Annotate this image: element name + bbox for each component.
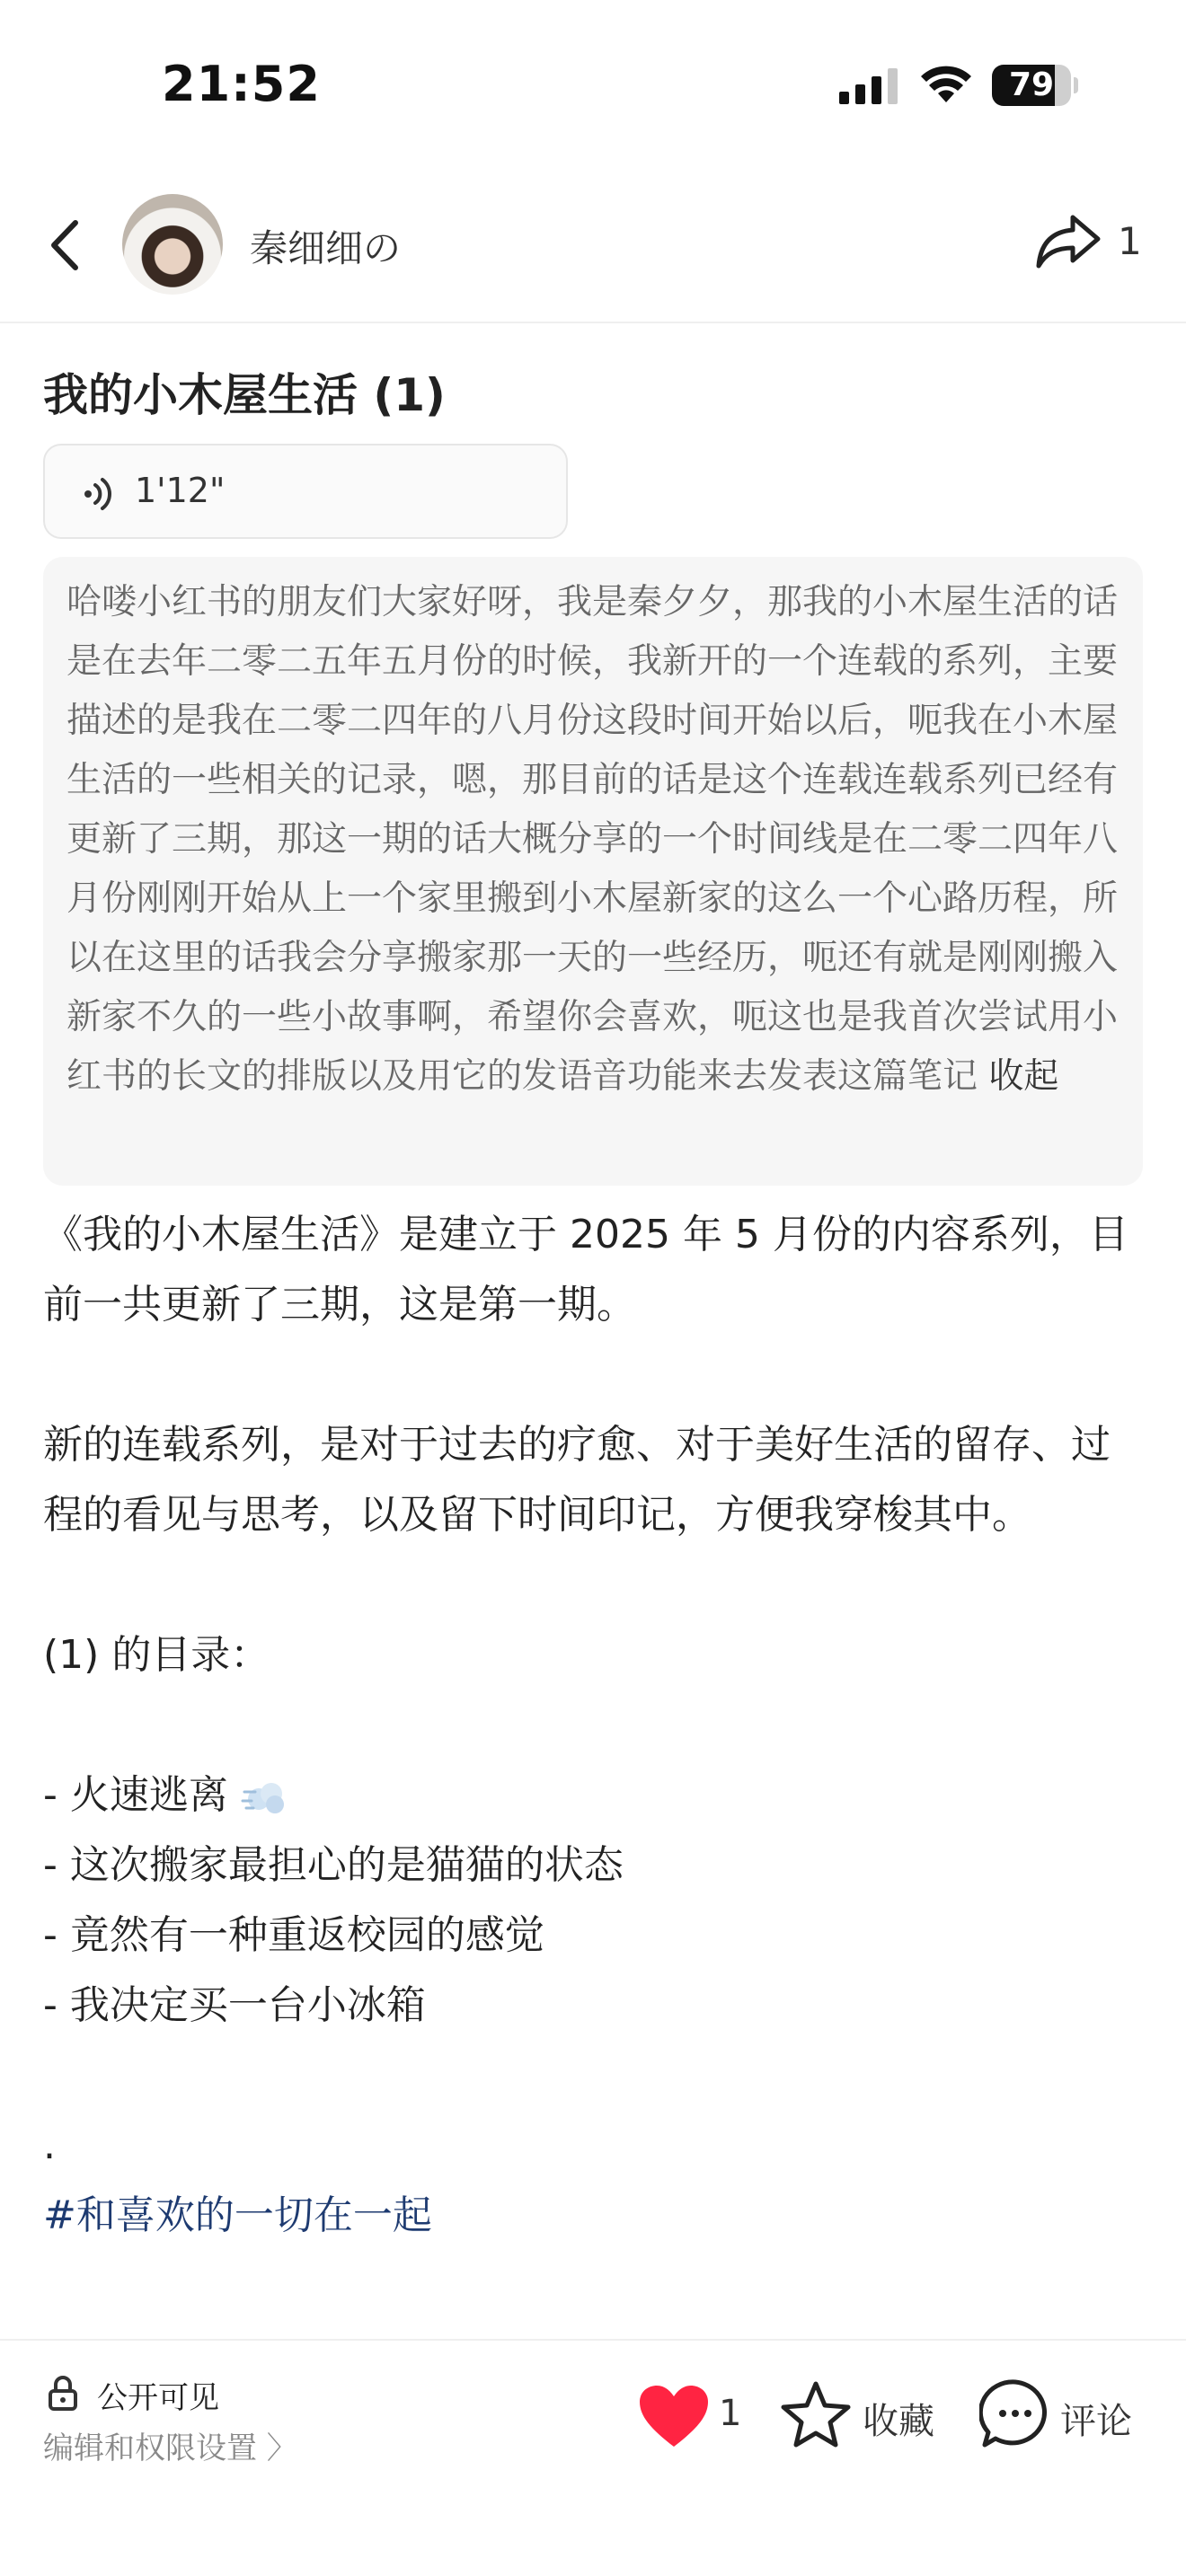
toc-item: - 我决定买一台小冰箱	[43, 1982, 426, 2028]
dash-smoke-emoji-icon	[241, 1778, 291, 1817]
visibility-label: 公开可见	[97, 2380, 219, 2416]
collect-button[interactable]: 收藏	[863, 2401, 934, 2442]
voice-wave-icon	[81, 476, 117, 512]
author-avatar[interactable]	[122, 194, 223, 295]
battery-percent: 79	[1008, 66, 1055, 103]
comment-button[interactable]: 评论	[1060, 2401, 1132, 2442]
toc-item	[43, 1760, 1148, 1831]
lock-icon	[47, 2375, 79, 2411]
share-icon[interactable]	[1035, 210, 1103, 273]
note-body	[43, 1200, 1148, 2251]
hashtag-link[interactable]: #和喜欢的一切在一起	[43, 2192, 432, 2238]
nav-bar	[0, 180, 1186, 323]
back-arrow-icon[interactable]	[40, 214, 93, 277]
author-name[interactable]: 秦细细の	[250, 226, 402, 270]
wifi-icon	[920, 63, 972, 104]
body-paragraph: 《我的小木屋生活》是建立于 2025 年 5 月份的内容系列，目前一共更新了三期，这是第一期。	[43, 1212, 1128, 1328]
voice-note-player[interactable]	[43, 444, 568, 539]
toc-item: - 竟然有一种重返校园的感觉	[43, 1912, 544, 1958]
star-collect-icon[interactable]	[780, 2380, 852, 2448]
toc-item-text: - 火速逃离	[43, 1772, 228, 1818]
separator-dot: .	[43, 2122, 56, 2168]
collapse-button[interactable]: 收起	[988, 1056, 1059, 1097]
toc-item: - 这次搬家最担心的是猫猫的状态	[43, 1842, 624, 1888]
status-time: 21:52	[162, 56, 321, 112]
voice-duration: 1'12"	[135, 471, 226, 510]
status-bar	[0, 0, 1186, 171]
voice-transcript-box	[43, 557, 1143, 1186]
bottom-bar	[0, 2339, 1186, 2576]
voice-transcript	[66, 573, 1127, 1107]
toc-heading: (1) 的目录：	[43, 1632, 270, 1678]
share-count: 1	[1118, 219, 1142, 263]
transcript-text: 哈喽小红书的朋友们大家好呀，我是秦夕夕，那我的小木屋生活的话是在去年二零二五年五月份的时候，我新开的一个连载的系列，主要描述的是我在二零二四年的八月份这段时间开始以后，呃我在小木屋生活的一些相关的记录，嗯，那目前的话是这个连载连载系列已经有更新了三期，那这一期的话大概分享的一个时间线是在二零二四年八月份刚刚开始从上一个家里搬到小木屋新家的这么一个心路历程，所以在这里的话我会分享搬家那一天的一些经历，呃还有就是刚刚搬入新家不久的一些小故事啊，希望你会喜欢，呃这也是我首次尝试用小红书的长文的排版以及用它的发语音功能来去发表这篇笔记	[66, 582, 1119, 1097]
edit-permission-settings-link[interactable]: 编辑和权限设置 〉	[43, 2430, 297, 2466]
body-paragraph: 新的连载系列，是对于过去的疗愈、对于美好生活的留存、过程的看见与思考，以及留下时间印记，方便我穿梭其中。	[43, 1422, 1111, 1538]
cellular-signal-icon	[839, 68, 898, 104]
note-title: 我的小木屋生活 (1)	[43, 369, 446, 421]
like-count: 1	[719, 2393, 742, 2434]
battery-indicator	[992, 65, 1078, 106]
comment-bubble-icon[interactable]	[979, 2378, 1051, 2450]
heart-like-icon[interactable]	[638, 2384, 710, 2448]
